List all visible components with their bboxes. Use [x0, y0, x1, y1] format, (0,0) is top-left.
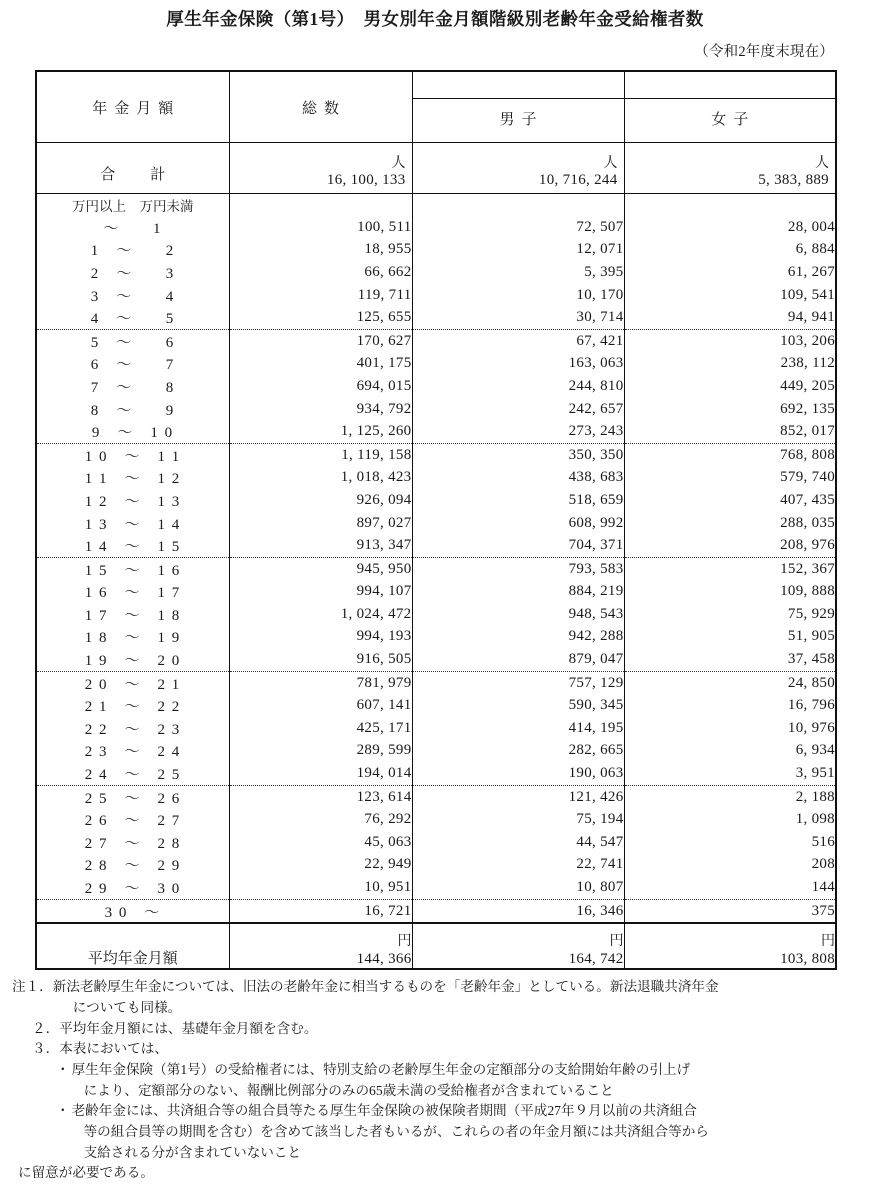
row-total-value: 123, 614 — [229, 785, 412, 808]
footnote-3-bullets — [12, 1060, 858, 1163]
average-row-total-value: 144, 366 — [356, 951, 412, 968]
row-total-value: 926, 094 — [229, 489, 412, 512]
row-total-value: 994, 107 — [229, 581, 412, 604]
row-female-value: 208 — [811, 856, 835, 873]
row-total-value: 401, 175 — [229, 353, 412, 376]
row-female-value: 3, 951 — [624, 762, 836, 785]
row-female-value: 238, 112 — [780, 355, 835, 372]
table-row — [36, 306, 836, 329]
footnote-3-line-1: 本表においては、 — [59, 1041, 168, 1057]
row-total-value: 170, 627 — [229, 329, 412, 352]
row-male-value: 884, 219 — [412, 581, 624, 604]
row-range-label: 3 ～ 4 — [36, 284, 229, 307]
row-female-value: 407, 435 — [780, 491, 835, 508]
average-row-male-value: 164, 742 — [568, 951, 624, 968]
row-male-value: 793, 583 — [412, 557, 624, 580]
total-row-male-value: 10, 716, 244 — [538, 172, 618, 189]
header-row — [36, 71, 836, 143]
row-female-value: 28, 004 — [787, 218, 835, 235]
row-total-value: 607, 141 — [229, 694, 412, 717]
table-row — [36, 899, 836, 923]
row-female-value: 10, 976 — [787, 719, 835, 736]
row-range-label: 1 6 ～ 1 7 — [36, 581, 229, 604]
total-row — [36, 143, 836, 194]
footnote-3-bullet-2-line-1: 老齢年金には、共済組合等の組合員等たる厚生年金保険の被保険者期間（平成27年９月以前の共済組合 — [71, 1103, 697, 1119]
table-row — [36, 353, 836, 376]
row-range-label: 6 ～ 7 — [36, 353, 229, 376]
footnote-3-body — [59, 1039, 858, 1060]
average-row-female-value: 103, 808 — [780, 951, 835, 968]
row-range-label: 2 9 ～ 3 0 — [36, 876, 229, 899]
row-male-value: 608, 992 — [412, 512, 624, 535]
average-row-male-cell — [412, 923, 624, 969]
footnote-3-bullet-1 — [56, 1060, 858, 1101]
male-header-box-top-border — [413, 98, 624, 99]
table-body — [36, 71, 836, 969]
footnote-3-bullet-2 — [56, 1101, 858, 1163]
row-female-value: 579, 740 — [780, 469, 835, 486]
table-row — [36, 694, 836, 717]
footnote-1-line-1: 新法老齢厚生年金については、旧法の老齢年金に相当するものを「老齢年金」としている。新法退職共済年金 — [52, 979, 719, 995]
unit-yen-female: 円 — [821, 933, 835, 949]
table-row — [36, 467, 836, 490]
footnote-1-body — [53, 977, 858, 1018]
row-female-value: 288, 035 — [780, 514, 835, 531]
row-male-value: 879, 047 — [412, 648, 624, 671]
row-female-value: 6, 884 — [795, 241, 835, 258]
footnotes — [12, 977, 858, 1184]
row-male-value: 282, 665 — [412, 740, 624, 763]
table-row — [36, 489, 836, 512]
table-row — [36, 603, 836, 626]
footnote-1-marker: 注１． — [12, 979, 53, 995]
row-range-label: 1 9 ～ 2 0 — [36, 648, 229, 671]
table-row — [36, 808, 836, 831]
row-male-value: 244, 810 — [412, 375, 624, 398]
table-row — [36, 876, 836, 899]
statistics-table-wrapper — [35, 70, 835, 970]
average-row-label: 平均年金月額 — [36, 923, 229, 969]
row-total-value: 1, 024, 472 — [229, 603, 412, 626]
row-female-value: 375 — [624, 899, 836, 923]
row-range-label: 2 2 ～ 2 3 — [36, 717, 229, 740]
column-header-male — [412, 71, 624, 143]
table-row — [36, 785, 836, 808]
row-range-label: 1 8 ～ 1 9 — [36, 626, 229, 649]
row-range-label: 1 1 ～ 1 2 — [36, 467, 229, 490]
row-total-value: 45, 063 — [229, 831, 412, 854]
row-total-value: 22, 949 — [229, 854, 412, 877]
row-male-value: 414, 195 — [412, 717, 624, 740]
row-male-value: 44, 547 — [412, 831, 624, 854]
row-male-value: 948, 543 — [412, 603, 624, 626]
row-male-value: 350, 350 — [412, 443, 624, 466]
row-female-value: 51, 905 — [787, 628, 835, 645]
footnote-2-body — [59, 1019, 858, 1040]
female-header-box-top-border — [625, 98, 836, 99]
unit-person-total: 人 — [391, 155, 406, 171]
row-range-label: 8 ～ 9 — [36, 398, 229, 421]
row-range-label: 7 ～ 8 — [36, 375, 229, 398]
row-female-value: 109, 888 — [780, 583, 835, 600]
table-row — [36, 420, 836, 443]
row-range-label: 2 3 ～ 2 4 — [36, 740, 229, 763]
column-header-male-label: 男子 — [499, 112, 544, 128]
column-header-female — [624, 71, 836, 143]
row-range-label: 2 8 ～ 2 9 — [36, 854, 229, 877]
row-female-value: 61, 267 — [787, 263, 835, 280]
average-row-total-cell — [229, 923, 412, 969]
range-subheader-row — [36, 194, 836, 217]
footnote-3-bullet-1-line-1: 厚生年金保険（第1号）の受給権者には、特別支給の老齢厚生年金の定額部分の支給開始年齢の引上げ — [71, 1062, 691, 1078]
row-female-value: 144 — [624, 876, 836, 899]
row-total-value: 897, 027 — [229, 512, 412, 535]
table-row — [36, 626, 836, 649]
row-range-label: 9 ～ 1 0 — [36, 420, 229, 443]
table-row — [36, 762, 836, 785]
row-female-value: 37, 458 — [624, 648, 836, 671]
total-row-male-cell — [412, 143, 624, 194]
row-total-value: 994, 193 — [229, 626, 412, 649]
column-header-pension-amount: 年金月額 — [36, 71, 229, 143]
row-male-value: 242, 657 — [412, 398, 624, 421]
row-female-value: 2, 188 — [795, 788, 835, 805]
footnote-3-tail: に留意が必要である。 — [18, 1165, 154, 1181]
row-total-value: 425, 171 — [229, 717, 412, 740]
row-total-value: 66, 662 — [229, 261, 412, 284]
row-range-label: 2 6 ～ 2 7 — [36, 808, 229, 831]
average-row — [36, 923, 836, 969]
total-row-total-cell — [229, 143, 412, 194]
row-total-value: 76, 292 — [229, 808, 412, 831]
footnote-3-marker: ３． — [32, 1041, 60, 1057]
range-subheader-male-spacer — [412, 194, 624, 217]
table-row — [36, 740, 836, 763]
row-range-label: 2 ～ 3 — [36, 261, 229, 284]
row-total-value: 934, 792 — [229, 398, 412, 421]
row-range-label: 2 5 ～ 2 6 — [36, 785, 229, 808]
table-row — [36, 216, 836, 239]
row-male-value: 190, 063 — [412, 762, 624, 785]
unit-person-male: 人 — [603, 155, 618, 171]
row-total-value: 781, 979 — [229, 671, 412, 694]
bullet-icon-1: ・ — [56, 1062, 70, 1078]
row-female-value: 109, 541 — [780, 286, 835, 303]
footnote-3-bullet-2-text — [72, 1101, 858, 1163]
document-subtitle: （令和2年度末現在） — [694, 44, 834, 60]
table-row — [36, 329, 836, 352]
row-range-label: 1 0 ～ 1 1 — [36, 443, 229, 466]
document-title: 厚生年金保険（第1号） 男女別年金月額階級別老齢年金受給権者数 — [166, 9, 704, 29]
row-female-value: 103, 206 — [780, 332, 835, 349]
row-total-value: 10, 951 — [229, 876, 412, 899]
row-female-value: 692, 135 — [780, 400, 835, 417]
total-row-label: 合 計 — [36, 143, 229, 194]
row-male-value: 72, 507 — [412, 216, 624, 239]
table-row — [36, 854, 836, 877]
row-male-value: 22, 741 — [412, 854, 624, 877]
row-female-value: 1, 098 — [795, 811, 835, 828]
row-total-value: 1, 018, 423 — [229, 467, 412, 490]
row-female-value: 94, 941 — [624, 306, 836, 329]
table-row — [36, 534, 836, 557]
total-row-total-value: 16, 100, 133 — [326, 172, 406, 189]
range-subheader-female-spacer — [624, 194, 836, 217]
unit-person-female: 人 — [815, 155, 829, 171]
footnote-1 — [12, 977, 858, 1018]
row-total-value: 119, 711 — [229, 284, 412, 307]
footnote-2-line-1: 平均年金月額には、基礎年金月額を含む。 — [59, 1020, 318, 1036]
row-female-value: 75, 929 — [787, 605, 835, 622]
row-range-label: 1 ～ 2 — [36, 239, 229, 262]
table-row — [36, 671, 836, 694]
table-row — [36, 557, 836, 580]
row-male-value: 30, 714 — [412, 306, 624, 329]
footnote-3 — [12, 1039, 858, 1060]
row-male-value: 704, 371 — [412, 534, 624, 557]
range-subheader-label: 万円以上 万円未満 — [36, 194, 229, 217]
row-female-value: 768, 808 — [780, 446, 835, 463]
row-range-label: 2 4 ～ 2 5 — [36, 762, 229, 785]
row-male-value: 518, 659 — [412, 489, 624, 512]
row-total-value: 125, 655 — [229, 306, 412, 329]
column-header-total: 総数 — [229, 71, 412, 143]
row-female-value: 24, 850 — [787, 674, 835, 691]
row-total-value: 100, 511 — [229, 216, 412, 239]
table-row — [36, 648, 836, 671]
row-range-label: 1 2 ～ 1 3 — [36, 489, 229, 512]
row-range-label: 1 4 ～ 1 5 — [36, 534, 229, 557]
row-female-value: 208, 976 — [624, 534, 836, 557]
row-total-value: 289, 599 — [229, 740, 412, 763]
row-range-label: 1 3 ～ 1 4 — [36, 512, 229, 535]
row-female-value: 6, 934 — [795, 742, 835, 759]
footnote-3-bullet-2-line-2: 等の組合員等の期間を含む）を含めて該当した者もいるが、これらの者の年金月額には共済組合等から — [83, 1124, 709, 1139]
row-male-value: 121, 426 — [412, 785, 624, 808]
row-male-value: 75, 194 — [412, 808, 624, 831]
table-row — [36, 261, 836, 284]
footnote-3-bullet-2-line-3: 支給される分が含まれていないこと — [83, 1144, 302, 1160]
row-range-label: 4 ～ 5 — [36, 306, 229, 329]
row-range-label: 1 5 ～ 1 6 — [36, 557, 229, 580]
row-total-value: 1, 125, 260 — [229, 420, 412, 443]
table-row — [36, 831, 836, 854]
row-total-value: 194, 014 — [229, 762, 412, 785]
row-range-label: 3 0 ～ — [36, 899, 229, 923]
total-row-female-value: 5, 383, 889 — [758, 172, 829, 189]
pension-recipients-table — [35, 70, 837, 970]
table-row — [36, 512, 836, 535]
row-range-label: 2 7 ～ 2 8 — [36, 831, 229, 854]
row-female-value: 449, 205 — [780, 377, 835, 394]
column-header-female-label: 女子 — [711, 112, 756, 128]
bullet-icon-2: ・ — [56, 1103, 70, 1119]
row-female-value: 516 — [811, 833, 835, 850]
row-total-value: 1, 119, 158 — [229, 443, 412, 466]
footnote-1-line-2: についても同様。 — [72, 1000, 182, 1016]
row-male-value: 942, 288 — [412, 626, 624, 649]
row-range-label: 2 0 ～ 2 1 — [36, 671, 229, 694]
total-row-female-cell — [624, 143, 836, 194]
row-female-value: 152, 367 — [780, 560, 835, 577]
row-range-label: 2 1 ～ 2 2 — [36, 694, 229, 717]
row-female-value: 852, 017 — [624, 420, 836, 443]
row-range-label: ～ 1 — [36, 216, 229, 239]
unit-yen-total: 円 — [397, 933, 412, 949]
row-male-value: 67, 421 — [412, 329, 624, 352]
row-total-value: 694, 015 — [229, 375, 412, 398]
unit-yen-male: 円 — [609, 933, 624, 949]
table-row — [36, 717, 836, 740]
row-total-value: 18, 955 — [229, 239, 412, 262]
row-male-value: 757, 129 — [412, 671, 624, 694]
table-row — [36, 443, 836, 466]
row-range-label: 1 7 ～ 1 8 — [36, 603, 229, 626]
average-row-female-cell — [624, 923, 836, 969]
row-male-value: 163, 063 — [412, 353, 624, 376]
row-male-value: 590, 345 — [412, 694, 624, 717]
range-subheader-total-spacer — [229, 194, 412, 217]
footnote-3-bullet-1-text — [72, 1060, 858, 1101]
row-male-value: 5, 395 — [412, 261, 624, 284]
row-male-value: 10, 170 — [412, 284, 624, 307]
row-total-value: 16, 721 — [229, 899, 412, 923]
row-total-value: 945, 950 — [229, 557, 412, 580]
row-male-value: 12, 071 — [412, 239, 624, 262]
row-total-value: 913, 347 — [229, 534, 412, 557]
row-total-value: 916, 505 — [229, 648, 412, 671]
table-row — [36, 239, 836, 262]
footnote-2 — [12, 1019, 858, 1040]
row-male-value: 10, 807 — [412, 876, 624, 899]
footnote-2-marker: ２． — [32, 1020, 60, 1036]
table-row — [36, 375, 836, 398]
row-male-value: 16, 346 — [412, 899, 624, 923]
row-range-label: 5 ～ 6 — [36, 329, 229, 352]
table-row — [36, 398, 836, 421]
row-male-value: 273, 243 — [412, 420, 624, 443]
footnote-3-bullet-1-line-2: により、定額部分のない、報酬比例部分のみの65歳未満の受給権者が含まれていること — [83, 1082, 614, 1098]
row-male-value: 438, 683 — [412, 467, 624, 490]
table-row — [36, 581, 836, 604]
row-female-value: 16, 796 — [787, 697, 835, 714]
table-row — [36, 284, 836, 307]
